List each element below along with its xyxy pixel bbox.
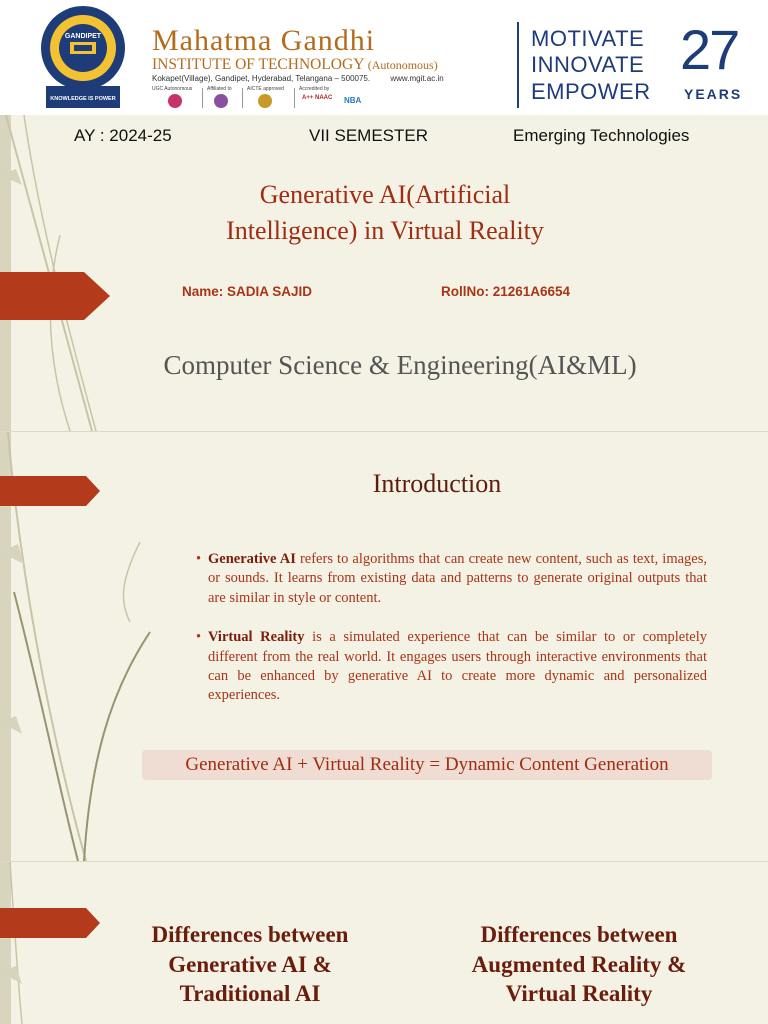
institute-header <box>0 0 768 115</box>
diff-heading-ar-vr <box>449 920 709 1009</box>
bullet-text: refers to algorithms that can create new content, such as text, images, or sounds. It learns from existing data and patterns to generate original outputs that are similar in style or content. <box>208 551 707 606</box>
nba-label: NBA <box>344 96 362 105</box>
header-divider <box>517 22 519 108</box>
diff-heading-line: Virtual Reality <box>505 981 653 1006</box>
formula-banner: Generative AI + Virtual Reality = Dynamic Content Generation <box>142 750 712 780</box>
diff-heading-line: Differences between <box>151 922 349 947</box>
jntuh-icon <box>214 94 228 108</box>
bullet-generative-ai <box>196 550 707 608</box>
logo-text-top: GANDIPET <box>64 33 102 40</box>
title-line-2: Intelligence) in Virtual Reality <box>226 216 544 245</box>
title-accent-arrow <box>0 272 110 320</box>
accreditation-row <box>152 86 372 110</box>
academic-year: AY : 2024-25 <box>74 126 172 145</box>
naac-label: A++ NAAC <box>302 95 333 101</box>
accred-label-ugc: UGC Autonomous <box>152 86 193 92</box>
years-number: 27 <box>680 18 739 81</box>
diff-heading-line: Differences between <box>480 922 678 947</box>
diff-heading-line: Augmented Reality & <box>471 951 687 977</box>
title-line-1: Generative AI(Artificial <box>259 180 511 209</box>
diff-heading-ai <box>120 920 380 1009</box>
diff-heading-line: Traditional AI <box>179 981 321 1006</box>
semester: VII SEMESTER <box>309 126 429 145</box>
years-label: YEARS <box>684 86 743 102</box>
institute-autonomous: (Autonomous) <box>367 58 438 72</box>
accred-label-affiliated: Affiliated to <box>207 86 232 92</box>
accred-label-accredited: Accredited by <box>299 86 330 92</box>
student-name: Name: SADIA SAJID <box>182 284 313 299</box>
accred-separator <box>202 88 203 108</box>
ugc-icon <box>168 94 182 108</box>
department: Computer Science & Engineering(AI&ML) <box>163 350 637 380</box>
logo-motto: KNOWLEDGE IS POWER <box>50 96 116 102</box>
institute-subtitle <box>152 56 438 74</box>
aicte-icon <box>258 94 272 108</box>
differences-accent-arrow <box>0 908 100 938</box>
intro-bullets <box>196 550 707 726</box>
accred-label-aicte: AICTE approved <box>247 86 284 92</box>
website-link[interactable]: www.mgit.ac.in <box>390 74 444 83</box>
address-text: Kokapet(Village), Gandipet, Hyderabad, Telangana – 500075. <box>152 74 371 83</box>
title-slide <box>0 115 768 431</box>
bullet-term: Virtual Reality <box>208 629 305 646</box>
bullet-text: is a simulated experience that can be similar to or completely different from the real world. It engages users through interactive environments that can be enhanced by generative AI to create more dynamic and personalized experiences. <box>208 629 707 704</box>
bullet-virtual-reality <box>196 628 707 706</box>
motto-empower: EMPOWER <box>531 79 651 104</box>
accred-separator <box>294 88 295 108</box>
differences-slide <box>0 862 768 1024</box>
institute-address <box>152 74 444 83</box>
presentation-title <box>140 177 630 249</box>
institute-name: Mahatma Gandhi <box>152 24 376 57</box>
introduction-title: Introduction <box>372 469 502 498</box>
bullet-term: Generative AI <box>208 551 296 567</box>
accred-separator <box>242 88 243 108</box>
institute-logo <box>32 4 134 110</box>
decorative-curves <box>0 862 60 1024</box>
introduction-slide <box>0 432 768 861</box>
institute-subtitle-main: INSTITUTE OF TECHNOLOGY <box>152 56 364 73</box>
diff-heading-line: Generative AI & <box>168 951 332 977</box>
subject: Emerging Technologies <box>513 126 690 145</box>
motto-motivate: MOTIVATE <box>531 26 645 51</box>
motto-innovate: INNOVATE <box>531 52 645 77</box>
roll-number: RollNo: 21261A6654 <box>441 284 571 299</box>
intro-accent-arrow <box>0 476 100 506</box>
